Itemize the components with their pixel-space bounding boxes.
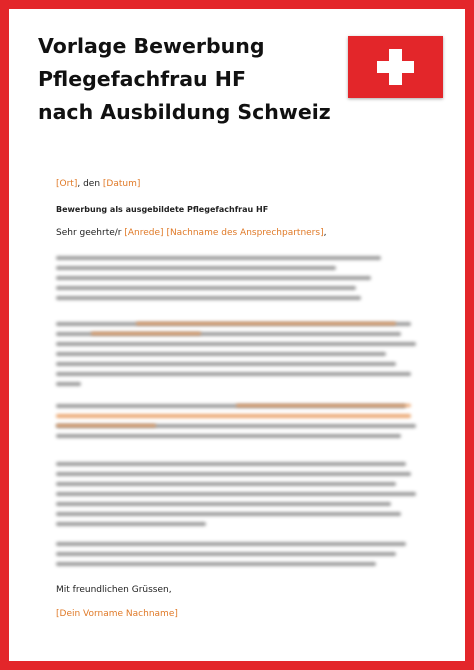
blurred-line — [56, 352, 386, 356]
blurred-line — [56, 502, 391, 506]
date-separator: , den — [77, 179, 103, 189]
blurred-line — [56, 256, 381, 260]
contact-name-placeholder: [Nachname des Ansprechpartners] — [166, 228, 324, 238]
swiss-flag-icon — [348, 36, 443, 98]
greeting-line — [56, 228, 326, 238]
blurred-line — [56, 286, 356, 290]
title-line-2: Pflegefachfrau HF — [38, 67, 246, 91]
salutation-placeholder: [Anrede] — [124, 228, 164, 238]
blurred-line — [56, 492, 416, 496]
blurred-highlight — [136, 322, 396, 325]
blurred-highlight — [56, 414, 411, 418]
blurred-line — [56, 266, 336, 270]
blurred-highlight — [91, 332, 201, 335]
blurred-line — [56, 562, 376, 566]
blurred-line — [56, 542, 406, 546]
title-line-1: Vorlage Bewerbung — [38, 34, 265, 58]
blurred-line — [56, 472, 411, 476]
blurred-line — [56, 276, 371, 280]
blurred-highlight — [56, 424, 156, 427]
blurred-line — [56, 434, 401, 438]
date-placeholder: [Datum] — [102, 179, 141, 189]
closing-line: Mit freundlichen Grüssen, — [56, 585, 172, 595]
date-line — [56, 179, 140, 189]
place-placeholder: [Ort] — [56, 179, 78, 189]
title-line-3: nach Ausbildung Schweiz — [38, 100, 331, 124]
greeting-prefix: Sehr geehrte/r — [56, 228, 125, 238]
subject-line: Bewerbung als ausgebildete Pflegefachfrau HF — [56, 205, 269, 214]
blurred-line — [56, 362, 396, 366]
blurred-line — [56, 296, 361, 300]
blurred-line — [56, 552, 396, 556]
greeting-suffix: , — [323, 228, 327, 238]
document-title — [38, 30, 348, 129]
blurred-highlight — [236, 404, 411, 407]
blurred-line — [56, 522, 206, 526]
blurred-line — [56, 482, 396, 486]
blurred-line — [56, 512, 401, 516]
blurred-line — [56, 342, 416, 346]
signature-placeholder: [Dein Vorname Nachname] — [56, 609, 178, 619]
blurred-line — [56, 382, 81, 386]
blurred-line — [56, 372, 411, 376]
blurred-line — [56, 462, 406, 466]
flag-cross-horizontal — [377, 61, 414, 73]
